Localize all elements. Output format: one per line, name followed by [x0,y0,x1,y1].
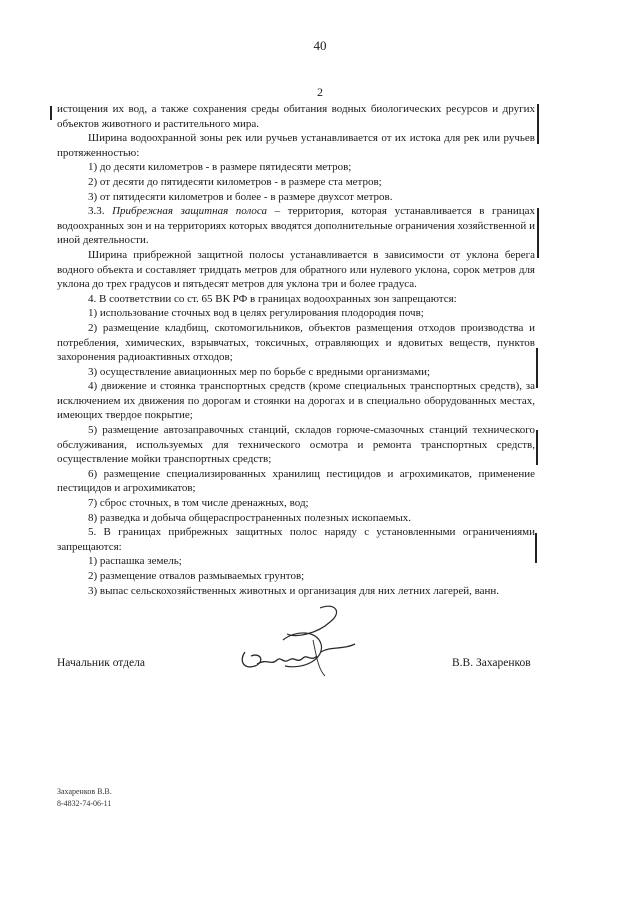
list-item: 4) движение и стоянка транспортных средств (кроме специальных транспортных средств), за исключением их движения по дорогам и стоянки на дорогах и в специально оборудованных местах, имеющих твердое покрытие; [57,380,535,422]
paragraph: Ширина прибрежной защитной полосы устанавливается в зависимости от уклона берега водного объекта и составляет тридцать метров для обратного или нулевого уклона, сорок метров для уклона до трех градусов и пятьдесят метров для уклона три и более градуса. [57,248,535,291]
list-item: 8) разведка и добыча общераспространенных полезных ископаемых. [88,511,411,524]
list-item: 3) от пятидесяти километров и более - в размере двухсот метров. [88,190,393,203]
scan-artifact [535,533,537,563]
section-number: 3.3. [88,205,105,218]
signatory-position: Начальник отдела [57,657,145,669]
scan-artifact [536,430,538,465]
list-item: 5) размещение автозаправочных станций, складов горюче-смазочных станций технического обслуживания, используемых для технического осмотра и ремонта транспортных средств, осуществление мойки транспортных средств; [57,424,535,466]
paragraph: 4. В соответствии со ст. 65 ВК РФ в границах водоохранных зон запрещаются: [88,292,457,305]
footer-phone: 8-4832-74-06-11 [57,799,112,808]
paragraph [57,204,535,248]
list-item: 7) сброс сточных, в том числе дренажных, вод; [88,497,309,510]
list-item: 2) от десяти до пятидесяти километров - в размере ста метров; [88,175,382,188]
list-item: 3) выпас сельскохозяйственных животных и организация для них летних лагерей, ванн. [88,584,500,597]
page-number-top: 40 [313,38,327,53]
paragraph: Ширина водоохранной зоны рек или ручьев устанавливается от их истока для рек или ручьев протяженностью: [57,132,535,159]
definition-text: – территория, которая устанавливается в границах водоохранных зон и на территориях которых вводятся дополнительные ограничения хозяйственной и иной деятельности. [57,205,535,247]
defined-term: Прибрежная защитная полоса [112,205,268,218]
scan-artifact [50,106,52,120]
scan-artifact [537,208,539,258]
signatory-name: В.В. Захаренков [452,657,531,669]
page-number-sub: 2 [317,85,323,99]
list-item: 2) размещение отвалов размываемых грунтов; [88,570,305,582]
list-item: 1) до десяти километров - в размере пятидесяти метров; [88,161,352,174]
footer [57,786,112,810]
list-item: 6) размещение специализированных хранилищ пестицидов и агрохимикатов, применение пестицидов и агрохимикатов; [57,467,535,495]
list-item: 3) осуществление авиационных мер по борьбе с вредными организмами; [88,365,431,378]
scan-artifact [537,104,539,144]
scan-artifact [536,348,538,388]
paragraph: 5. В границах прибрежных защитных полос наряду с установленными ограничениями запрещаются: [57,526,535,553]
footer-author: Захаренков В.В. [57,787,112,796]
handwritten-signature [225,600,365,678]
list-item: 1) распашка земель; [88,555,182,568]
document-body [57,102,535,598]
list-item: 1) использование сточных вод в целях регулирования плодородия почв; [88,307,424,320]
paragraph: истощения их вод, а также сохранения среды обитания водных биологических ресурсов и других объектов животного и растительного мира. [57,103,535,130]
list-item: 2) размещение кладбищ, скотомогильников, объектов размещения отходов производства и потребления, химических, взрывчатых, токсичных, отравляющих и ядовитых веществ, пунктов захоронения радиоактивных отходов; [57,321,535,364]
